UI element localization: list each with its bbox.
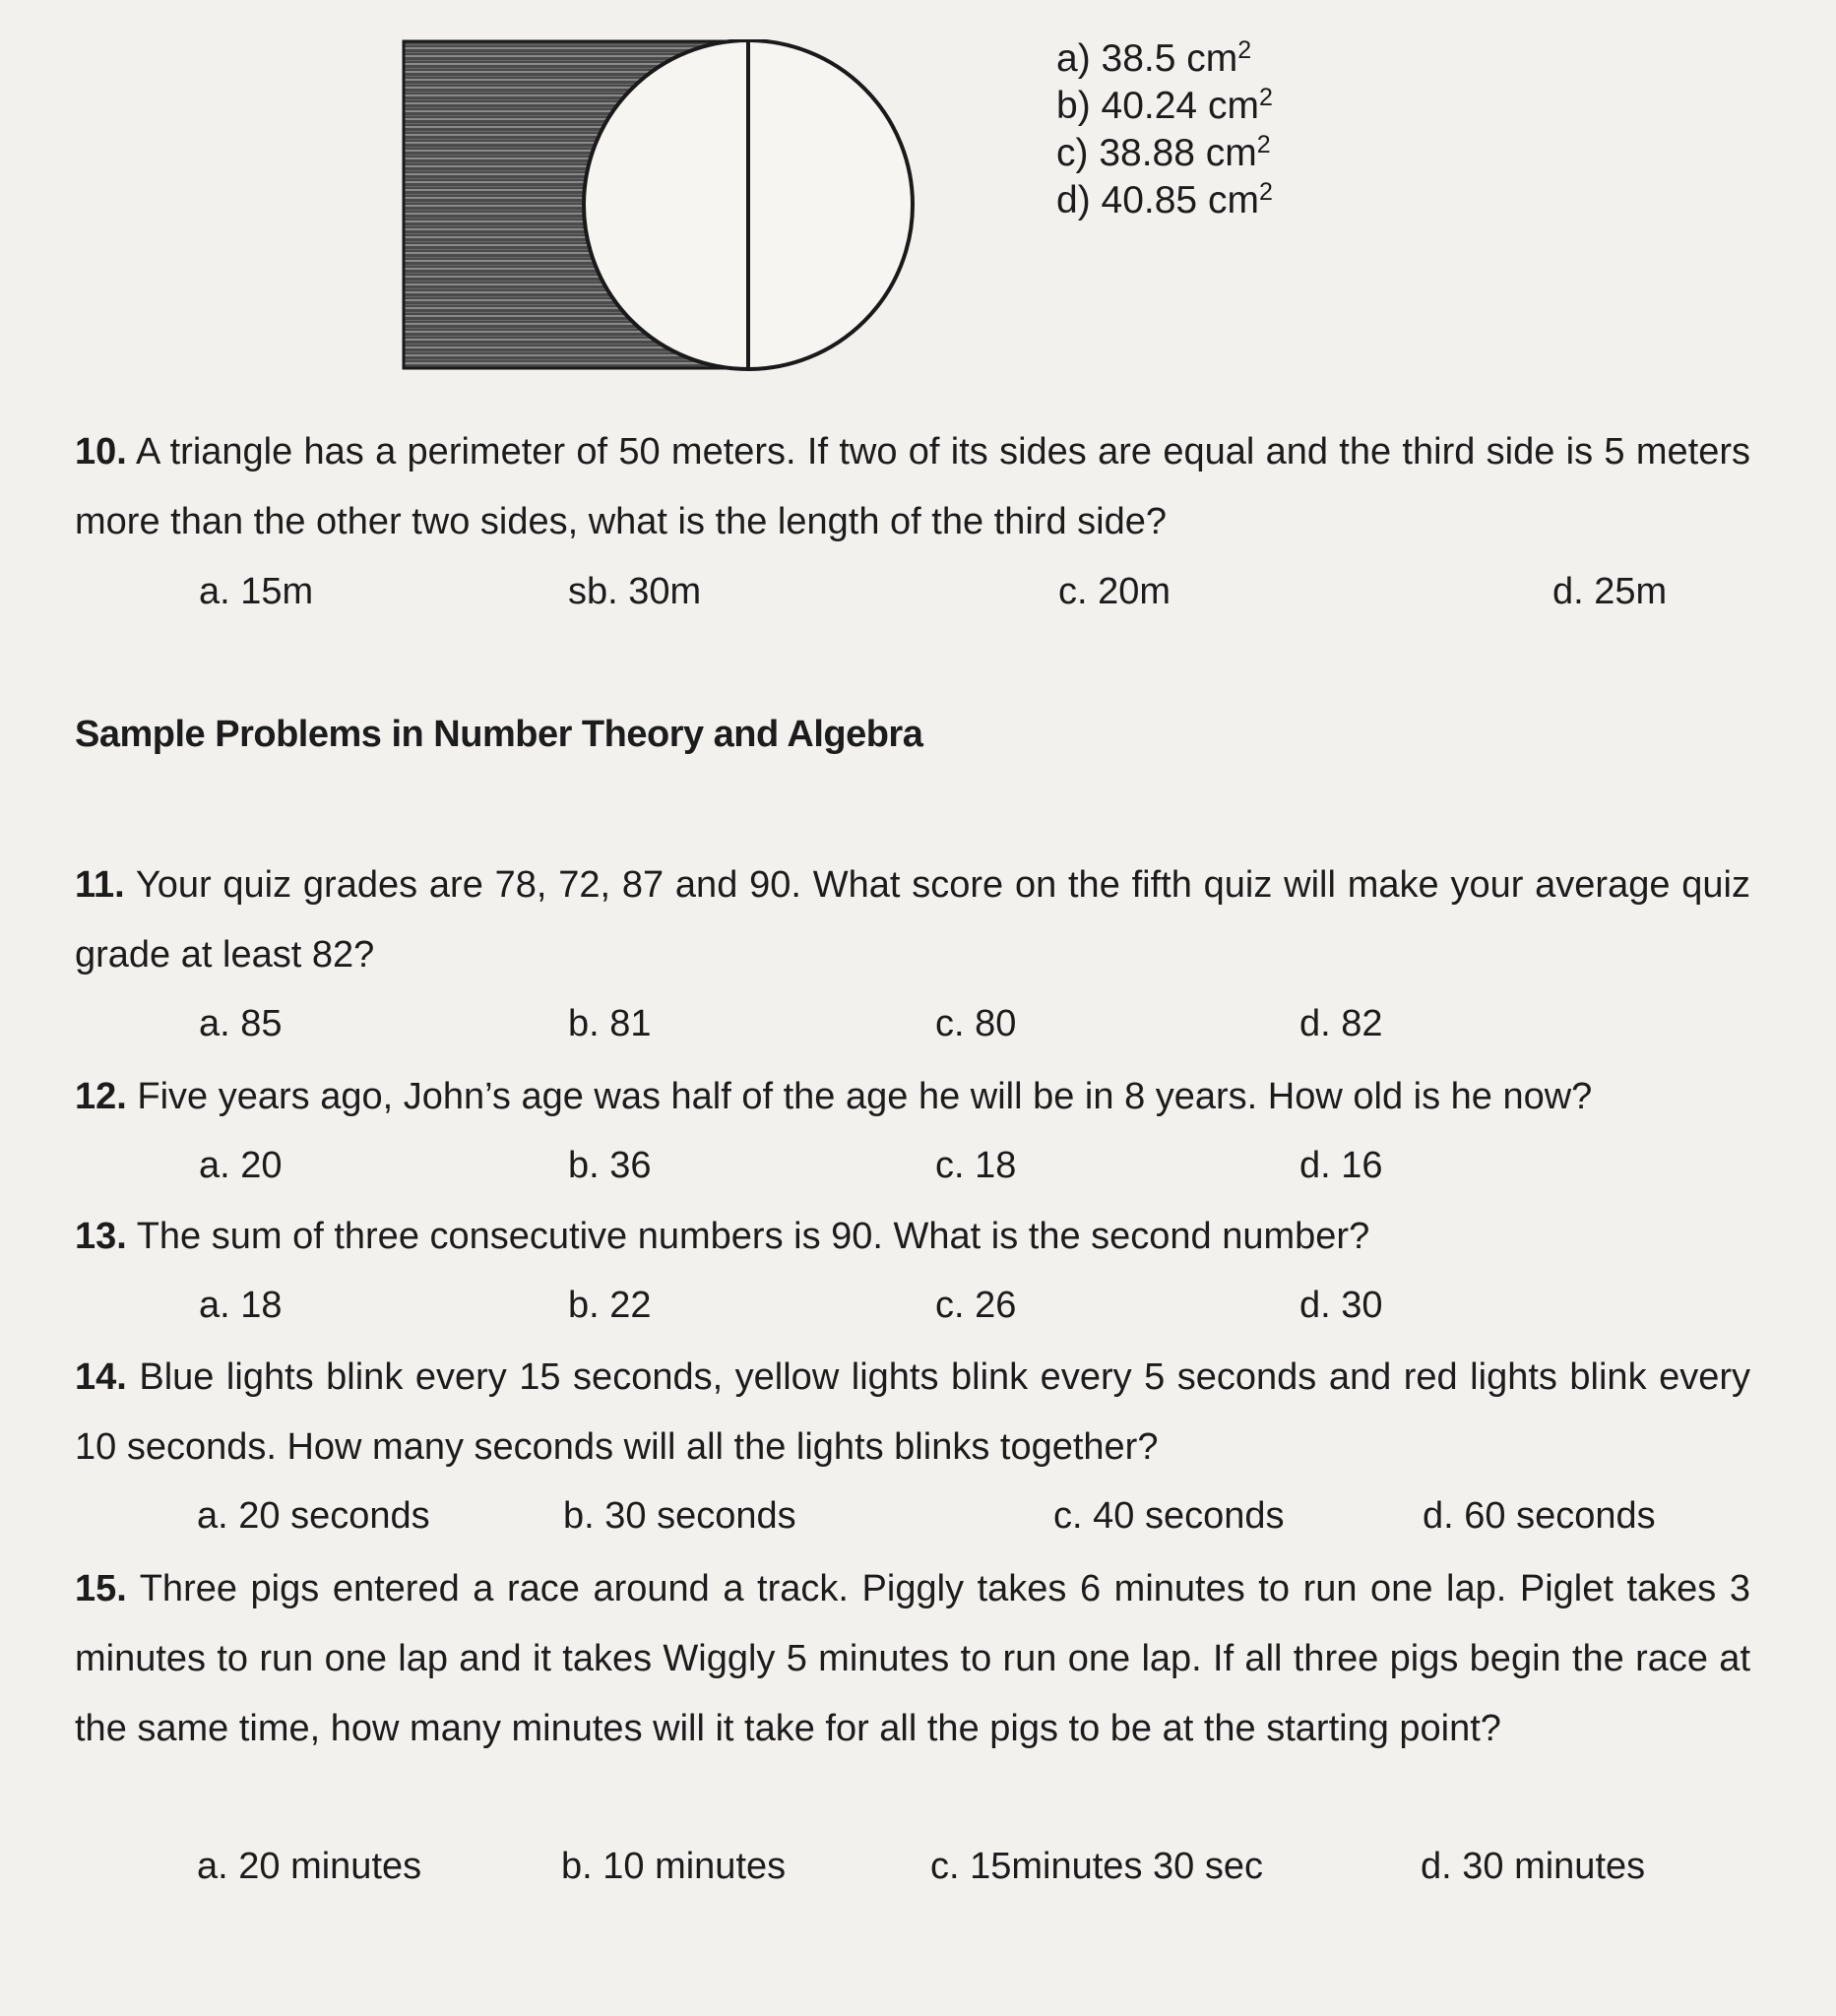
- question-12: [75, 1062, 1750, 1132]
- question-text: Five years ago, John’s age was half of the age he will be in 8 years. How old is he now?: [137, 1076, 1593, 1117]
- choice-b: b. 36: [568, 1145, 652, 1186]
- question-number: 14.: [75, 1356, 127, 1398]
- choice-d: d. 82: [1299, 1003, 1383, 1044]
- choice-c: c. 26: [935, 1285, 1017, 1326]
- question-text: Blue lights blink every 15 seconds, yellow lights blink every 5 seconds and red lights blink every 10 seconds. How many seconds will all the lights blinks together?: [75, 1356, 1751, 1468]
- choice-b: sb. 30m: [568, 571, 702, 612]
- choice-b: b. 10 minutes: [561, 1846, 787, 1887]
- choice-c: c. 15minutes 30 sec: [930, 1846, 1263, 1887]
- choice-value: 40.85: [1101, 179, 1198, 221]
- question-number: 11.: [75, 864, 125, 906]
- answer-choices-10: [0, 571, 1836, 620]
- answer-choices-15: [0, 1846, 1836, 1895]
- figure-answer-choices: [1056, 35, 1273, 224]
- question-11: [75, 850, 1750, 990]
- question-text: A triangle has a perimeter of 50 meters. If two of its sides are equal and the third side is 5 meters more than the other two sides, what is the length of the third side?: [75, 431, 1750, 542]
- question-number: 12.: [75, 1076, 127, 1117]
- choice-a: a. 20: [199, 1145, 283, 1186]
- choice-exponent: 2: [1256, 131, 1271, 158]
- choice-c: c. 40 seconds: [1053, 1495, 1285, 1537]
- question-text: The sum of three consecutive numbers is 90. What is the second number?: [136, 1216, 1370, 1257]
- choice-a: a. 20 minutes: [197, 1846, 422, 1887]
- choice-label: b): [1056, 85, 1091, 127]
- answer-choices-13: [0, 1285, 1836, 1334]
- question-text: Three pigs entered a race around a track. Piggly takes 6 minutes to run one lap. Piglet takes 3 minutes to run one lap and it takes Wiggly 5 minutes to run one lap. If all three pigs begin the race at the same time, how many minutes will it take for all the pigs to be at the starting point?: [75, 1568, 1751, 1749]
- answer-choices-11: [0, 1003, 1836, 1052]
- choice-value: 38.5: [1101, 37, 1176, 80]
- choice-d: d. 30: [1299, 1285, 1383, 1326]
- figure-choice: [1056, 83, 1273, 130]
- choice-unit: cm: [1207, 179, 1259, 221]
- choice-value: 40.24: [1101, 85, 1198, 127]
- choice-c: c. 18: [935, 1145, 1017, 1186]
- choice-a: a. 15m: [199, 571, 314, 612]
- choice-d: d. 16: [1299, 1145, 1383, 1186]
- question-text: Your quiz grades are 78, 72, 87 and 90. What score on the fifth quiz will make your average quiz grade at least 82?: [75, 864, 1750, 976]
- choice-a: a. 20 seconds: [197, 1495, 430, 1537]
- question-10: [75, 417, 1750, 557]
- section-heading: Sample Problems in Number Theory and Algebra: [75, 714, 923, 755]
- question-number: 10.: [75, 431, 127, 472]
- choice-a: a. 18: [199, 1285, 283, 1326]
- figure-choice: [1056, 130, 1273, 177]
- question-13: [75, 1202, 1750, 1272]
- choice-label: d): [1056, 179, 1091, 221]
- shaded-region-figure: [402, 39, 916, 374]
- figure-choice: [1056, 35, 1273, 83]
- choice-exponent: 2: [1237, 36, 1252, 64]
- choice-unit: cm: [1205, 132, 1257, 174]
- choice-exponent: 2: [1258, 84, 1273, 111]
- choice-d: d. 25m: [1552, 571, 1668, 612]
- choice-unit: cm: [1186, 37, 1238, 80]
- choice-d: d. 30 minutes: [1421, 1846, 1646, 1887]
- choice-d: d. 60 seconds: [1423, 1495, 1656, 1537]
- figure-choice: [1056, 177, 1273, 224]
- choice-a: a. 85: [199, 1003, 283, 1044]
- choice-c: c. 80: [935, 1003, 1017, 1044]
- answer-choices-14: [0, 1495, 1836, 1544]
- choice-unit: cm: [1207, 85, 1259, 127]
- choice-b: b. 81: [568, 1003, 652, 1044]
- question-number: 15.: [75, 1568, 127, 1609]
- question-15: [75, 1554, 1750, 1764]
- question-14: [75, 1343, 1750, 1482]
- choice-b: b. 30 seconds: [563, 1495, 796, 1537]
- choice-value: 38.88: [1099, 132, 1195, 174]
- choice-label: c): [1056, 132, 1089, 174]
- choice-exponent: 2: [1258, 178, 1273, 206]
- choice-b: b. 22: [568, 1285, 652, 1326]
- choice-c: c. 20m: [1058, 571, 1171, 612]
- choice-label: a): [1056, 37, 1091, 80]
- question-number: 13.: [75, 1216, 127, 1257]
- answer-choices-12: [0, 1145, 1836, 1194]
